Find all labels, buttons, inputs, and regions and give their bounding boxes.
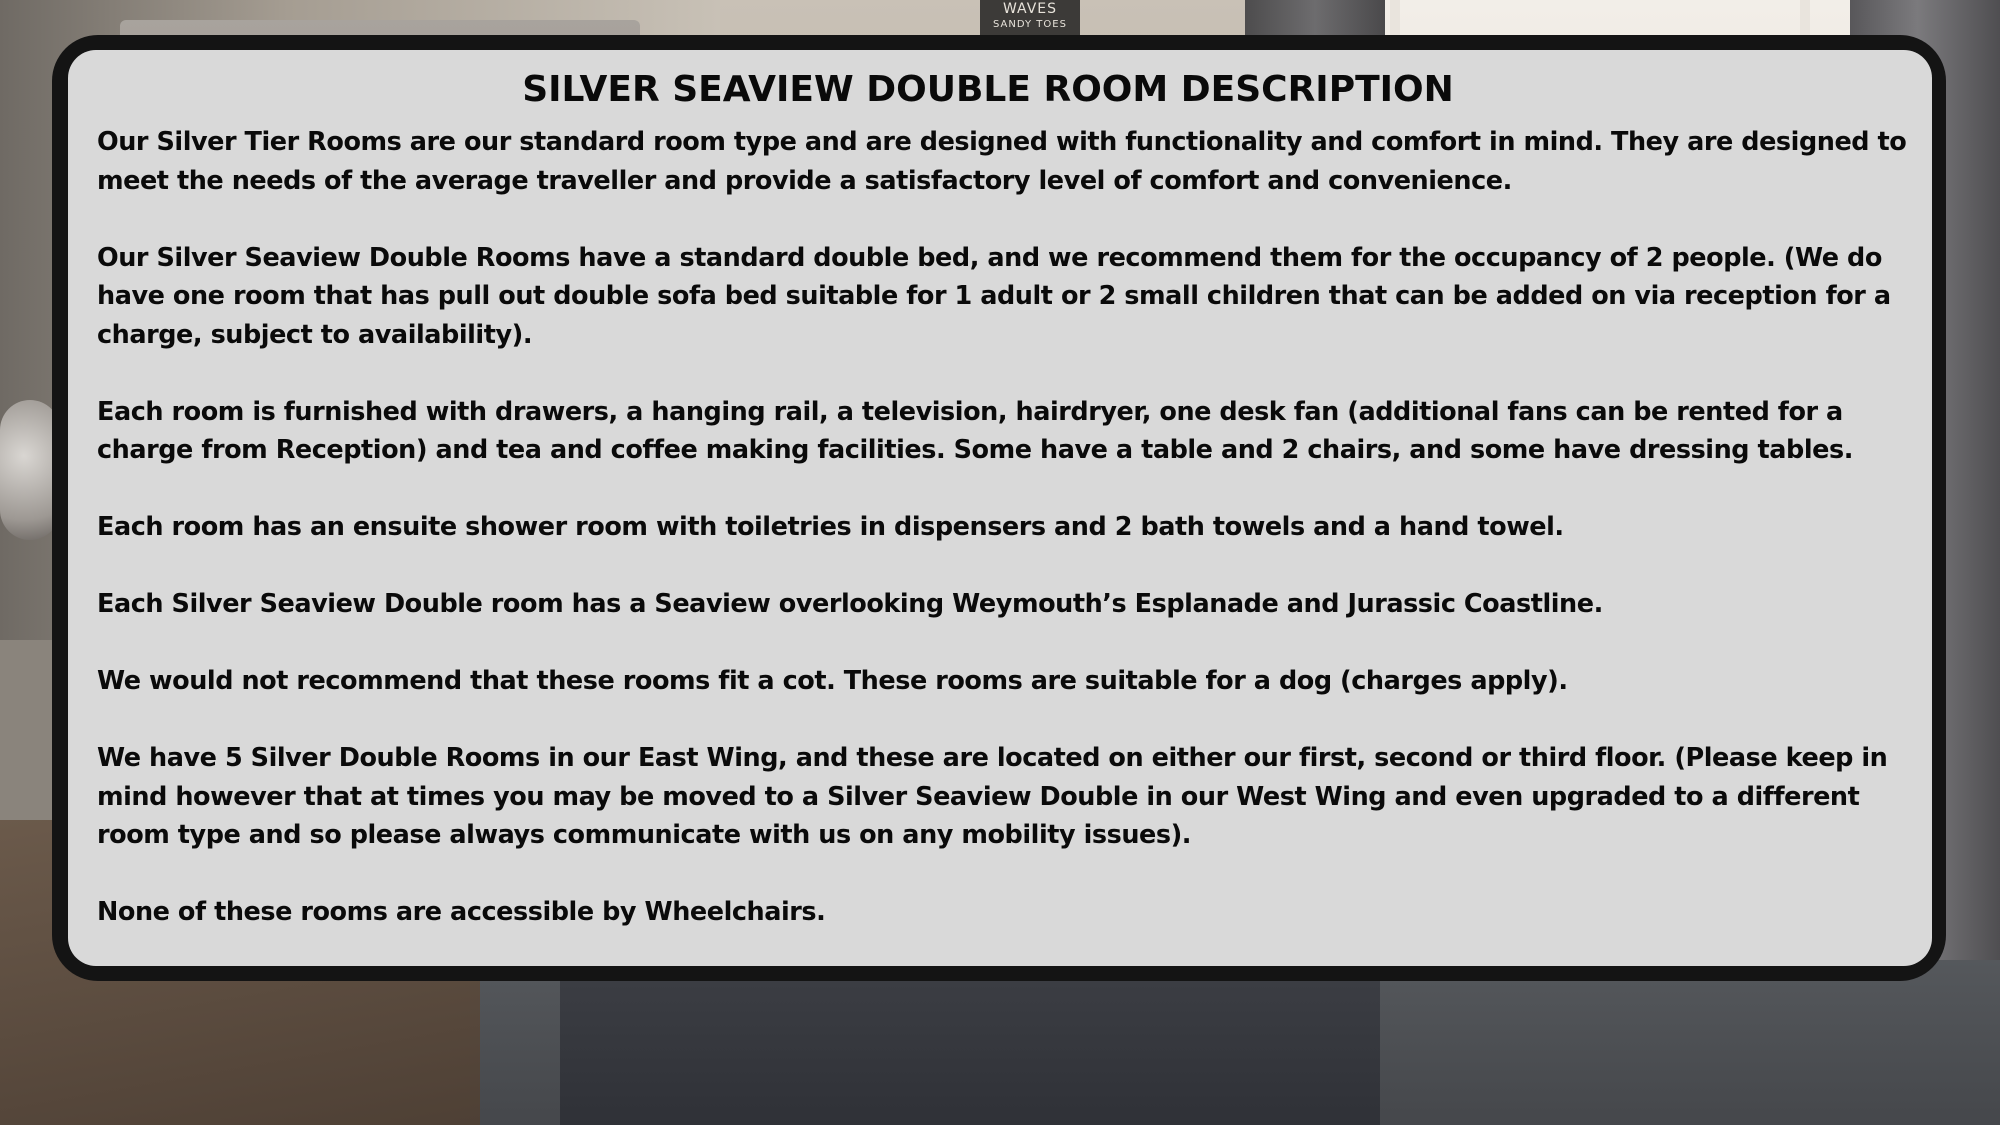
- sign-line-2: SANDY TOES: [993, 19, 1067, 30]
- photo-lamp: [0, 400, 60, 540]
- paragraph-furnishings: Each room is furnished with drawers, a hanging rail, a television, hairdryer, one desk fan (additional fans can be rented for a charge from Reception) and tea and coffee making facilities. Some have a table and 2 chairs, and some have dressing tables.: [97, 396, 1853, 465]
- description-body: [97, 123, 1914, 932]
- photo-bed-base: [560, 960, 1380, 1125]
- paragraph-location: We have 5 Silver Double Rooms in our East Wing, and these are located on either our first, second or third floor. (Please keep in mind however that at times you may be moved to a Silver Seaview Double in our West Wing and even upgraded to a different room type and so please always communicate with us on any mobility issues).: [97, 743, 1888, 850]
- paragraph-silver-tier: Our Silver Tier Rooms are our standard room type and are designed with functionality and comfort in mind. They are designed to meet the needs of the average traveller and provide a satisfactory level of comfort and convenience.: [97, 127, 1907, 196]
- paragraph-ensuite: Each room has an ensuite shower room with toiletries in dispensers and 2 bath towels and a hand towel.: [97, 512, 1564, 542]
- paragraph-cot-dog: We would not recommend that these rooms fit a cot. These rooms are suitable for a dog (charges apply).: [97, 666, 1568, 696]
- paragraph-accessibility: None of these rooms are accessible by Wheelchairs.: [97, 897, 826, 927]
- page-title: SILVER SEAVIEW DOUBLE ROOM DESCRIPTION: [522, 69, 1454, 110]
- photo-wall-sign: [980, 0, 1080, 40]
- description-panel: [68, 50, 1932, 966]
- paragraph-occupancy: Our Silver Seaview Double Rooms have a standard double bed, and we recommend them for the occupancy of 2 people. (We do have one room that has pull out double sofa bed suitable for 1 adult or 2 small children that can be added on via reception for a charge, subject to availability).: [97, 242, 1891, 350]
- sign-line-1: WAVES: [1002, 1, 1058, 17]
- paragraph-seaview: Each Silver Seaview Double room has a Seaview overlooking Weymouth’s Esplanade and Jurassic Coastline.: [97, 589, 1603, 619]
